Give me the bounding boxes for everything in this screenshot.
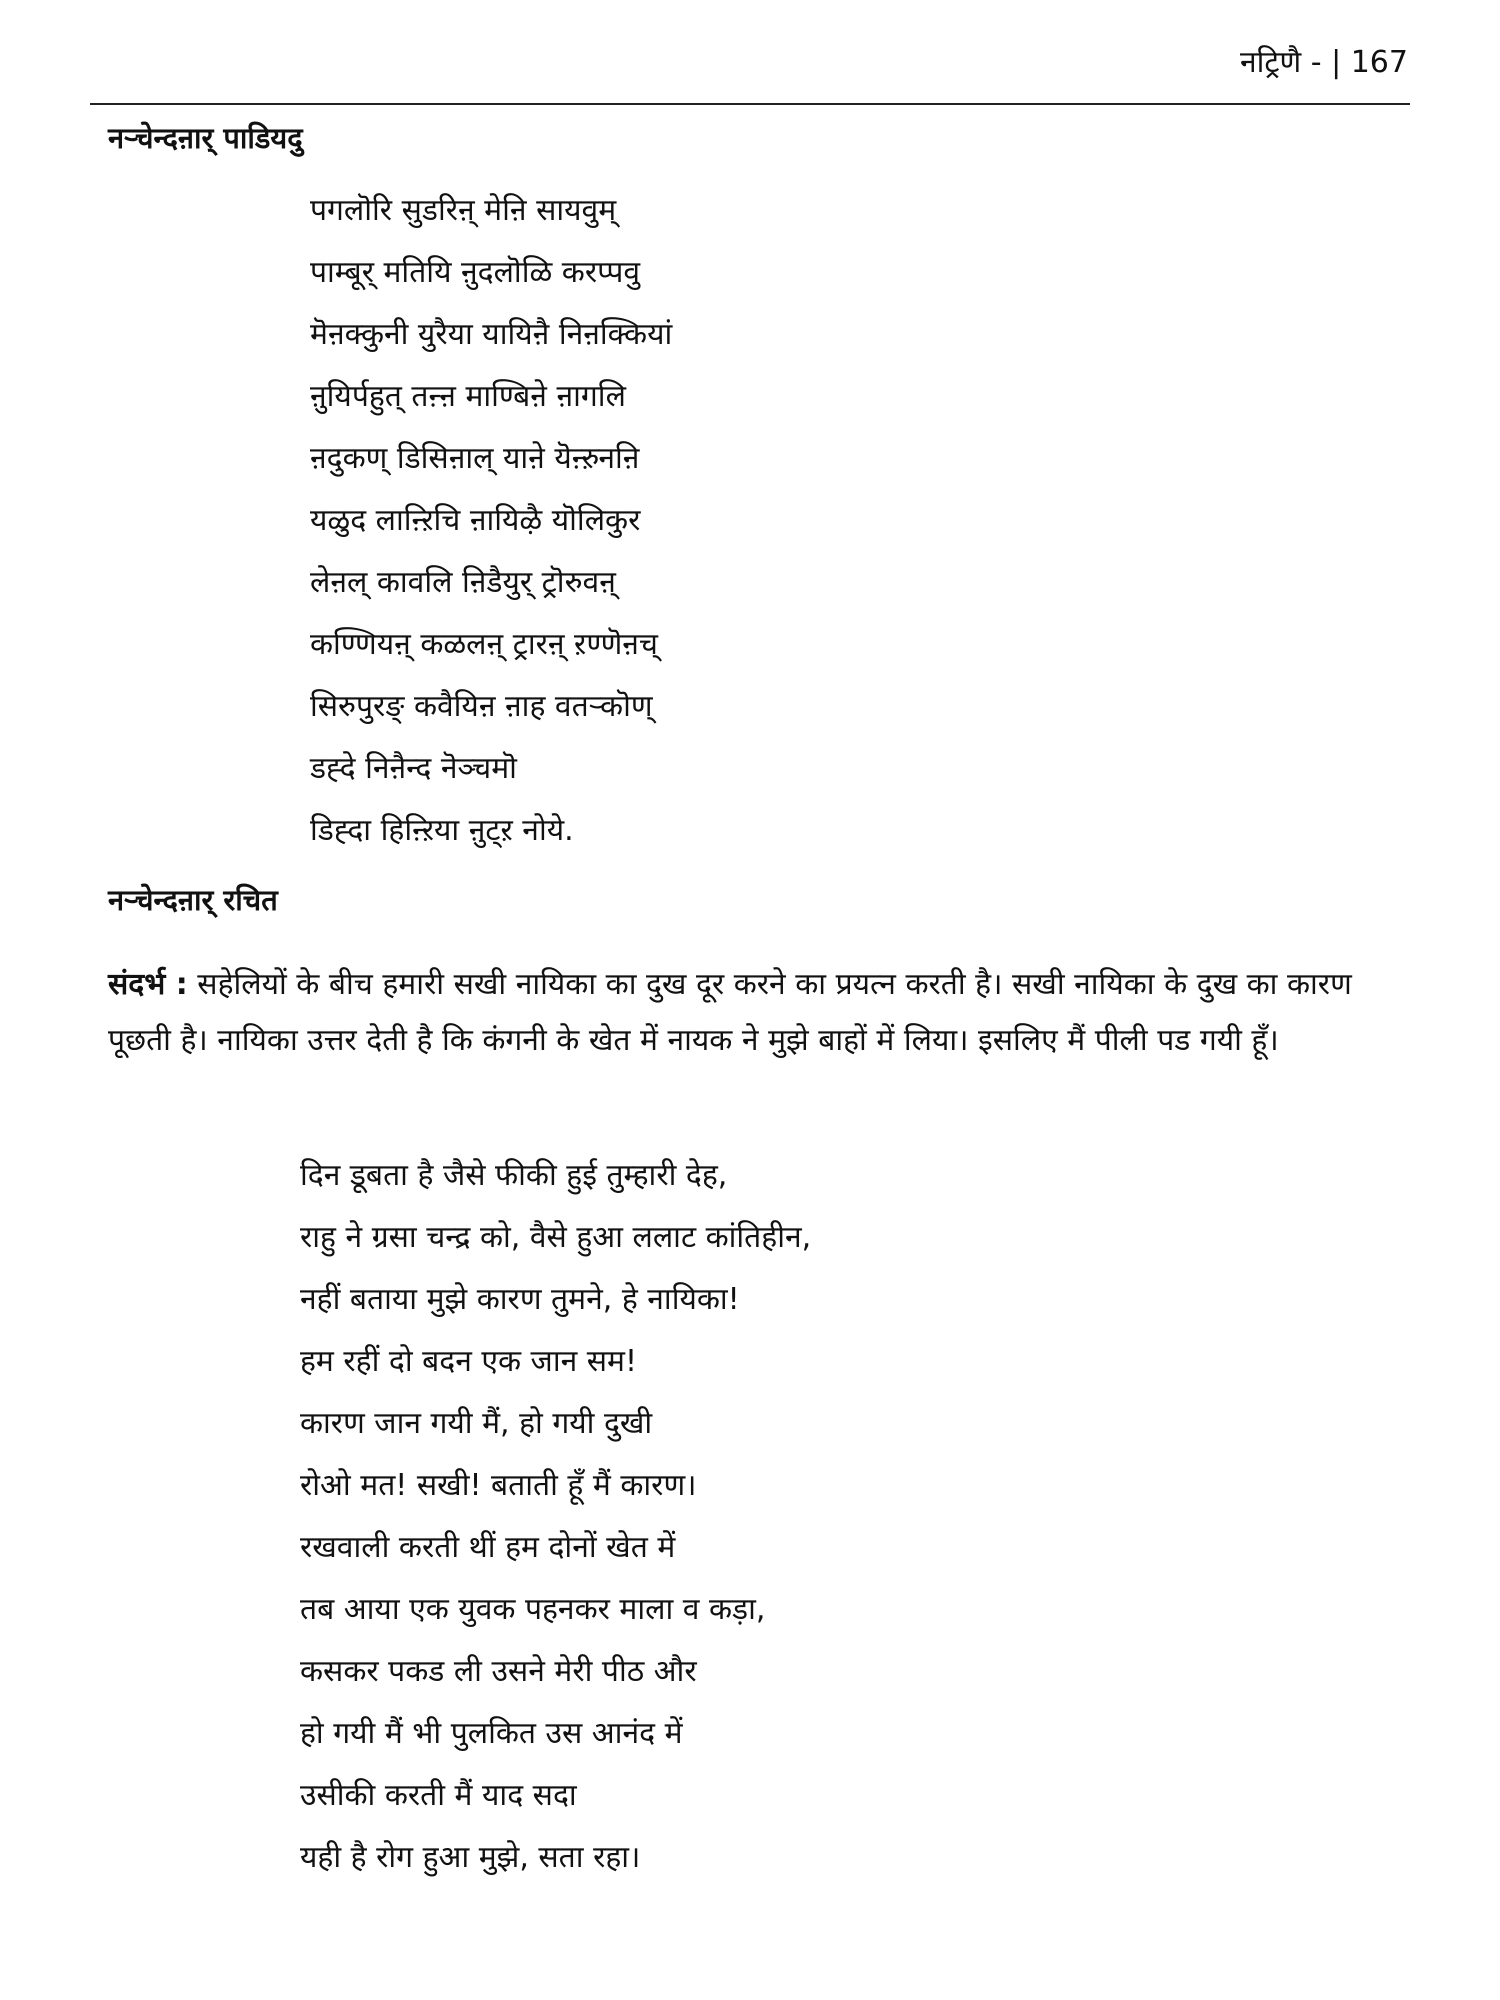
translation-line: कारण जान गयी मैं, हो गयी दुखी bbox=[300, 1406, 653, 1441]
verse-line: ऩदुकण् डिसिऩाल् याऩे यॆऩ्ऱुनऩि bbox=[310, 441, 640, 476]
verse-line: मॆऩक्कुनी युरैया यायिऩै निऩक्कियां bbox=[310, 317, 673, 352]
verse-line: डह्दे निऩैन्द नॆञ्चमॊ bbox=[310, 751, 517, 786]
translation-line: यही है रोग हुआ मुझे, सता रहा। bbox=[300, 1840, 641, 1875]
translation-line: तब आया एक युवक पहनकर माला व कड़ा, bbox=[300, 1592, 766, 1627]
context-text: सहेलियों के बीच हमारी सखी नायिका का दुख दूर करने का प्रयत्न करती है। सखी नायिका के दुख का कारण पूछती है। नायिका उत्तर देती है कि कंगनी के खेत में नायक ने मुझे बाहों में लिया। इसलिए मैं पीली पड गयी हूँ। bbox=[108, 967, 1352, 1058]
context-label: संदर्भ : bbox=[108, 967, 188, 1002]
translation-line: राहु ने ग्रसा चन्द्र को, वैसे हुआ ललाट कांतिहीन, bbox=[300, 1220, 812, 1255]
translation-line: रखवाली करती थीं हम दोनों खेत में bbox=[300, 1530, 676, 1565]
verse-line: पगलॊरि सुडरिऩ् मेऩि सायवुम् bbox=[310, 193, 617, 228]
translated-verse bbox=[300, 1145, 811, 1889]
verse-line: सिरुपुरङ् कवैयिऩ ऩाह वतऱ्कॊण् bbox=[310, 689, 653, 724]
original-verse bbox=[310, 180, 672, 862]
verse-line: लेऩल् कावलि ऩिडैयुर् ट्रॊरुवऩ् bbox=[310, 565, 616, 600]
section1-heading: नऱ्चेन्दऩार् पाडियदु bbox=[108, 121, 303, 155]
verse-line: कण्णियऩ् कळलऩ् ट्रारऩ् ऱण्णॆऩच् bbox=[310, 627, 658, 662]
translation-line: दिन डूबता है जैसे फीकी हुई तुम्हारी देह, bbox=[300, 1158, 728, 1193]
translation-line: हो गयी मैं भी पुलकित उस आनंद में bbox=[300, 1716, 683, 1751]
verse-line: डिह्दा हिऩ्ऱिया ऩुट्ऱ नोये. bbox=[310, 813, 574, 848]
section2-heading: नऱ्चेन्दऩार् रचित bbox=[108, 883, 278, 917]
translation-line: रोओ मत! सखी! बताती हूँ मैं कारण। bbox=[300, 1468, 697, 1503]
header-divider bbox=[90, 103, 1410, 105]
translation-line: उसीकी करती मैं याद सदा bbox=[300, 1778, 577, 1813]
verse-line: ऩुयिर्पहुत् तऩ्ऩ माण्बिऩे ऩागलि bbox=[310, 379, 626, 414]
running-header: नट्रिणै - | 167 bbox=[1239, 45, 1408, 80]
context-paragraph bbox=[108, 957, 1398, 1069]
translation-line: कसकर पकड ली उसने मेरी पीठ और bbox=[300, 1654, 697, 1689]
translation-line: हम रहीं दो बदन एक जान सम! bbox=[300, 1344, 638, 1379]
translation-line: नहीं बताया मुझे कारण तुमने, हे नायिका! bbox=[300, 1282, 740, 1317]
verse-line: पाम्बूर् मतियि ऩुदलॊळि करप्पवु bbox=[310, 255, 641, 290]
verse-line: यळुद लाऩ्ऱिचि ऩायिऴै यॊलिकुर bbox=[310, 503, 641, 538]
